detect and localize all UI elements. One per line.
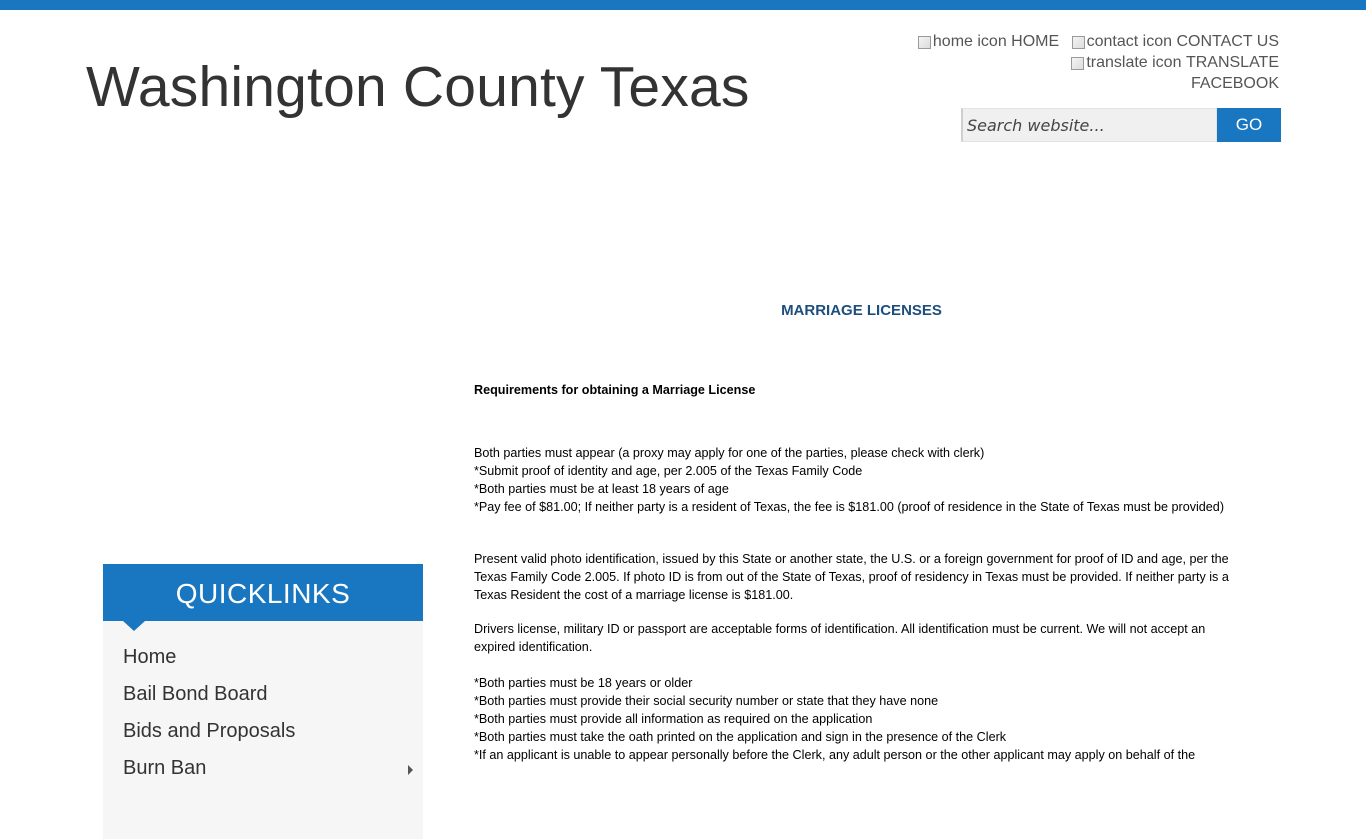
contact-icon-alt: contact icon [1086, 33, 1173, 50]
quicklinks-header: QUICKLINKS [103, 564, 423, 621]
home-icon [918, 36, 931, 49]
quicklinks-panel [103, 564, 423, 839]
requirement-line: Both parties must appear (a proxy may apply for one of the parties, please check with clerk) [474, 446, 985, 460]
requirements-heading: Requirements for obtaining a Marriage License [474, 383, 756, 397]
utility-nav-row-3 [918, 74, 1279, 93]
home-link[interactable] [918, 32, 1059, 51]
page-title: MARRIAGE LICENSES [781, 302, 942, 319]
quicklink-label: Home [123, 646, 177, 668]
utility-nav-row-1 [918, 32, 1279, 53]
main-content [474, 300, 1249, 764]
utility-nav [918, 32, 1279, 93]
requirement-line: *Both parties must take the oath printed on the application and sign in the presence of the Clerk [474, 730, 1007, 744]
site-title[interactable]: Washington County Texas [86, 55, 750, 119]
top-accent-bar [0, 0, 1366, 10]
facebook-link[interactable]: FACEBOOK [1190, 75, 1279, 92]
search-input[interactable] [961, 108, 1217, 142]
requirement-line: *Both parties must provide their social security number or state that they have none [474, 694, 939, 708]
search-form [961, 108, 1281, 142]
utility-nav-row-2 [918, 53, 1279, 74]
accepted-id-paragraph: Drivers license, military ID or passport are acceptable forms of identification. All identification must be current. We will not accept an expired identification. [474, 622, 1206, 654]
contact-icon [1072, 36, 1085, 49]
translate-icon [1071, 57, 1084, 70]
translate-link-label: TRANSLATE [1185, 54, 1279, 71]
requirement-line: *Both parties must be 18 years or older [474, 676, 693, 690]
contact-link[interactable] [1072, 32, 1279, 51]
requirement-line: *Both parties must provide all information as required on the application [474, 712, 873, 726]
requirements-block-1 [474, 444, 1249, 516]
quicklink-bids-and-proposals[interactable] [103, 713, 423, 750]
home-link-label: HOME [1011, 33, 1060, 50]
quicklink-label: Bail Bond Board [123, 683, 268, 705]
requirement-line: *Both parties must be at least 18 years of age [474, 482, 729, 496]
translate-link[interactable] [1071, 53, 1279, 72]
requirement-line: *Pay fee of $81.00; If neither party is a resident of Texas, the fee is $181.00 (proof of residence in the State of Texas must be provided) [474, 500, 1225, 514]
search-go-button[interactable]: GO [1217, 108, 1281, 142]
requirement-line: *Submit proof of identity and age, per 2.005 of the Texas Family Code [474, 464, 863, 478]
quicklink-label: Bids and Proposals [123, 720, 296, 742]
requirements-block-2 [474, 674, 1249, 764]
quicklinks-list [103, 621, 423, 839]
photo-id-paragraph: Present valid photo identification, issued by this State or another state, the U.S. or a foreign government for proof of ID and age, per the Texas Family Code 2.005. If photo ID is from out of the State of Texas, proof of residency in Texas must be provided. If neither party is a Texas Resident the cost of a marriage license is $181.00. [474, 552, 1229, 602]
quicklink-home[interactable] [103, 639, 423, 676]
translate-icon-alt: translate icon [1086, 54, 1182, 71]
home-icon-alt: home icon [932, 33, 1007, 50]
quicklink-bail-bond-board[interactable] [103, 676, 423, 713]
quicklink-burn-ban[interactable] [103, 750, 423, 787]
quicklink-label: Burn Ban [123, 757, 207, 779]
chevron-right-icon [408, 765, 413, 775]
contact-link-label: CONTACT US [1176, 33, 1279, 50]
requirement-line: *If an applicant is unable to appear personally before the Clerk, any adult person or the other applicant may apply on behalf of the [474, 748, 1196, 762]
